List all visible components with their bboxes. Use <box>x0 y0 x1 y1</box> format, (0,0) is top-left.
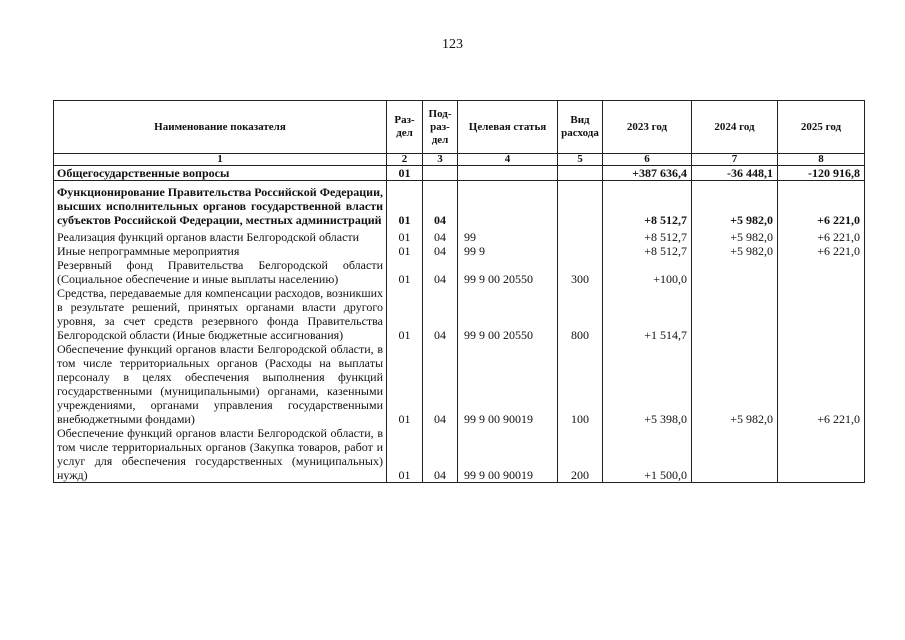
row-2025 <box>778 286 865 342</box>
column-number: 4 <box>458 154 558 166</box>
table-row <box>54 426 865 483</box>
row-2025 <box>778 426 865 483</box>
row-razdel: 01 <box>387 244 423 258</box>
row-razdel: 01 <box>387 166 423 181</box>
row-2023: +387 636,4 <box>603 166 692 181</box>
row-2023: +8 512,7 <box>603 244 692 258</box>
row-2025: +6 221,0 <box>778 342 865 426</box>
column-number: 1 <box>54 154 387 166</box>
table-row <box>54 227 865 244</box>
row-vid <box>558 244 603 258</box>
row-2024: -36 448,1 <box>692 166 778 181</box>
row-podrazdel: 04 <box>423 258 458 286</box>
row-2024: +5 982,0 <box>692 181 778 228</box>
header-2024: 2024 год <box>692 101 778 154</box>
table-row <box>54 244 865 258</box>
row-vid <box>558 227 603 244</box>
row-name: Обеспечение функций органов власти Белгородской области, в том числе территориальных органов (Расходы на выплаты персоналу в целях обеспечения выполнения функций государственными (муниципальными) органами, казенными учреждениями, органами управления государственными внебюджетными фондами) <box>54 342 387 426</box>
row-podrazdel <box>423 166 458 181</box>
column-number: 6 <box>603 154 692 166</box>
row-2024: +5 982,0 <box>692 244 778 258</box>
row-podrazdel: 04 <box>423 426 458 483</box>
row-2024 <box>692 286 778 342</box>
row-2025: +6 221,0 <box>778 181 865 228</box>
row-tselevaya: 99 9 00 20550 <box>458 258 558 286</box>
row-podrazdel: 04 <box>423 244 458 258</box>
row-tselevaya <box>458 181 558 228</box>
row-razdel: 01 <box>387 258 423 286</box>
row-2024 <box>692 426 778 483</box>
row-2023: +5 398,0 <box>603 342 692 426</box>
row-vid: 300 <box>558 258 603 286</box>
column-number-row <box>54 154 865 166</box>
row-name: Функционирование Правительства Российской Федерации, высших исполнительных органов государственной власти субъектов Российской Федерации, местных администраций <box>54 181 387 228</box>
row-name: Средства, передаваемые для компенсации расходов, возникших в результате решений, принятых органами власти другого уровня, за счет средств резервного фонда Правительства Белгородской области (Иные бюджетные ассигнования) <box>54 286 387 342</box>
row-tselevaya <box>458 166 558 181</box>
row-2024: +5 982,0 <box>692 227 778 244</box>
row-2025: +6 221,0 <box>778 227 865 244</box>
row-tselevaya: 99 9 <box>458 244 558 258</box>
header-vid: Вид расхода <box>558 101 603 154</box>
row-2023: +8 512,7 <box>603 181 692 228</box>
row-2024 <box>692 258 778 286</box>
table-row <box>54 181 865 228</box>
table-row <box>54 342 865 426</box>
row-2023: +8 512,7 <box>603 227 692 244</box>
row-2023: +1 514,7 <box>603 286 692 342</box>
row-vid <box>558 181 603 228</box>
budget-table <box>53 100 865 483</box>
row-razdel: 01 <box>387 227 423 244</box>
header-name: Наименование показателя <box>54 101 387 154</box>
table-row <box>54 166 865 181</box>
row-podrazdel: 04 <box>423 181 458 228</box>
row-2023: +100,0 <box>603 258 692 286</box>
row-razdel: 01 <box>387 286 423 342</box>
row-podrazdel: 04 <box>423 227 458 244</box>
row-tselevaya: 99 9 00 20550 <box>458 286 558 342</box>
column-number: 7 <box>692 154 778 166</box>
header-2025: 2025 год <box>778 101 865 154</box>
row-name: Иные непрограммные мероприятия <box>54 244 387 258</box>
table-row <box>54 258 865 286</box>
row-2025: +6 221,0 <box>778 244 865 258</box>
table-header-row <box>54 101 865 154</box>
column-number: 2 <box>387 154 423 166</box>
row-tselevaya: 99 9 00 90019 <box>458 342 558 426</box>
header-razdel: Раз-дел <box>387 101 423 154</box>
header-2023: 2023 год <box>603 101 692 154</box>
row-tselevaya: 99 <box>458 227 558 244</box>
row-razdel: 01 <box>387 342 423 426</box>
page-number: 123 <box>442 37 463 52</box>
row-vid: 800 <box>558 286 603 342</box>
row-vid: 200 <box>558 426 603 483</box>
row-name: Общегосударственные вопросы <box>54 166 387 181</box>
row-2025 <box>778 258 865 286</box>
row-2025: -120 916,8 <box>778 166 865 181</box>
row-vid <box>558 166 603 181</box>
column-number: 5 <box>558 154 603 166</box>
column-number: 8 <box>778 154 865 166</box>
row-tselevaya: 99 9 00 90019 <box>458 426 558 483</box>
row-razdel: 01 <box>387 426 423 483</box>
row-vid: 100 <box>558 342 603 426</box>
table-row <box>54 286 865 342</box>
row-name: Обеспечение функций органов власти Белгородской области, в том числе территориальных органов (Закупка товаров, работ и услуг для обеспечения государственных (муниципальных) нужд) <box>54 426 387 483</box>
header-tselevaya: Целевая статья <box>458 101 558 154</box>
row-podrazdel: 04 <box>423 286 458 342</box>
row-2024: +5 982,0 <box>692 342 778 426</box>
row-2023: +1 500,0 <box>603 426 692 483</box>
row-name: Резервный фонд Правительства Белгородской области (Социальное обеспечение и иные выплаты населению) <box>54 258 387 286</box>
column-number: 3 <box>423 154 458 166</box>
header-podrazdel: Под-раз-дел <box>423 101 458 154</box>
row-podrazdel: 04 <box>423 342 458 426</box>
row-name: Реализация функций органов власти Белгородской области <box>54 227 387 244</box>
row-razdel: 01 <box>387 181 423 228</box>
